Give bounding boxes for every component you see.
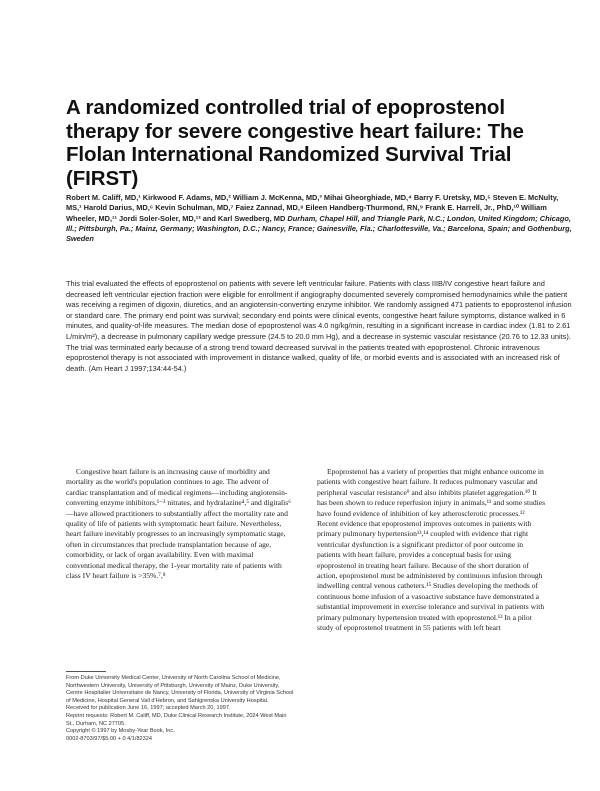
body-column-left: Congestive heart failure is an increasing cause of morbidity and mortality as the world's population continues to age. The advent of cardiac transplantation and of medical regimens—including angiotensin-converting enzyme inhibitors,¹⁻³ nitrates, and hydralazine⁴,⁵ and digitalis⁶—have allowed practitioners to substantially affect the mortality rate and quality of life of patients with symptomatic heart failure. Nevertheless, heart failure inevitably progresses to an increasingly symptomatic stage, often in circumstances that preclude transplantation because of age, comorbidity, or lack of organ availability. Even with maximal conventional medical therapy, the 1-year mortality rate of patients with class IV heart failure is >35%.⁷,⁸ <box>66 467 291 581</box>
footnote-copyright: Copyright © 1997 by Mosby-Year Book, Inc. <box>66 728 175 735</box>
abstract: This trial evaluated the effects of epoprostenol on patients with severe left ventricular failure. Patients with class IIIB/IV congestive heart failure and decreased left ventricular ejection fraction were eligible for enrollment if angiography documented severely compromised hemodynamics while the patient was receiving a regimen of digoxin, diuretics, and an angiotensin-converting enzyme inhibitor. We randomly assigned 471 patients to epoprostenol infusion or standard care. The primary end point was survival; secondary end points were clinical events, congestive heart failure symptoms, distance walked in 6 minutes, and quality-of-life measures. The median dose of epoprostenol was 4.0 ng/kg/min, resulting in a significant increase in cardiac index (1.81 to 2.61 L/min/m²), a decrease in pulmonary capillary wedge pressure (24.5 to 20.0 mm Hg), and a decrease in systemic vascular resistance (20.76 to 12.33 units). The trial was terminated early because of a strong trend toward decreased survival in the patients treated with epoprostenol. Chronic intravenous epoprostenol therapy is not associated with improvement in distance walked, quality of life, or morbid events and is associated with an increased risk of death. (Am Heart J 1997;134:44-54.) <box>66 279 572 373</box>
footnote-received: Received for publication June 16, 1997; accepted March 20, 1997. <box>66 705 231 712</box>
author-affiliations: Durham, Chapel Hill, and Triangle Park, N.C.; London, United Kingdom; Chicago, Ill.; Pittsburgh, Pa.; Mainz, Germany; Washington, D.C.; Nancy, France; Gainesville, Fla.; Charlottesville, Va.; Barcelona, Spain; and Gothenburg, Sweden <box>66 213 572 244</box>
footnote-affiliations: From Duke University Medical Center, University of North Carolina School of Medicine, Northwestern University, University of Pittsburgh, University of Mainz, Duke University, Centre Hospitalier Universitaire de Nancy, University of Florida, University of Virginia School of Medicine, Hospital General Vall d'Hebron, and Sahlgrenska University Hospital. <box>66 675 294 704</box>
footnote-id: 0002-8703/97/$5.00 + 0 4/1/82324 <box>66 735 153 742</box>
article-title: A randomized controlled trial of epoprostenol therapy for severe congestive heart failure: The Flolan International Randomized Survival Trial (FIRST) <box>66 96 524 190</box>
body-column-right: Epoprostenol has a variety of properties that might enhance outcome in patients with congestive heart failure. It reduces pulmonary vascular and peripheral vascular resistance⁹ and also inhibits platelet aggregation.¹⁰ It has been shown to reduce reperfusion injury in animals,¹¹ and some studies have found evidence of inhibition of key atherosclerotic processes.¹² Recent evidence that epoprostenol improves outcomes in patients with primary pulmonary hypertension¹³,¹⁴ coupled with evidence that right ventricular dysfunction is a significant predictor of poor outcome in patients with heart failure, provides a conceptual basis for using epoprostenol in treating heart failure. Because of the short duration of action, epoprostenol must be administered by continuous infusion through indwelling central venous catheters.¹⁵ Studies developing the methods of continuous home infusion of a vasoactive substance have demonstrated a substantial improvement in exercise tolerance and survival in patients with primary pulmonary hypertension treated with epoprostenol.¹³ In a pilot study of epoprostenol treatment in 55 patients with left heart <box>317 467 546 633</box>
footnotes <box>66 675 294 743</box>
footnote-divider <box>66 671 106 672</box>
footnote-reprints: Reprint requests: Robert M. Califf, MD, Duke Clinical Research Institute, 2024 West Main St., Durham, NC 27705. <box>66 712 287 727</box>
author-list <box>66 193 572 244</box>
authors: Robert M. Califf, MD,¹ Kirkwood F. Adams, MD,² William J. McKenna, MD,³ Mihai Gheorghiade, MD,⁴ Barry F. Uretsky, MD,⁵ Steven E. McNulty, MS,¹ Harold Darius, MD,⁶ Kevin Schulman, MD,⁷ Faiez Zannad, MD,⁸ Eileen Handberg-Thurmond, RN,⁹ Frank E. Harrell, Jr., PhD,¹⁰ William Wheeler, MD,¹¹ Jordi Soler-Soler, MD,¹² and Karl Swedberg, MD <box>66 193 559 223</box>
